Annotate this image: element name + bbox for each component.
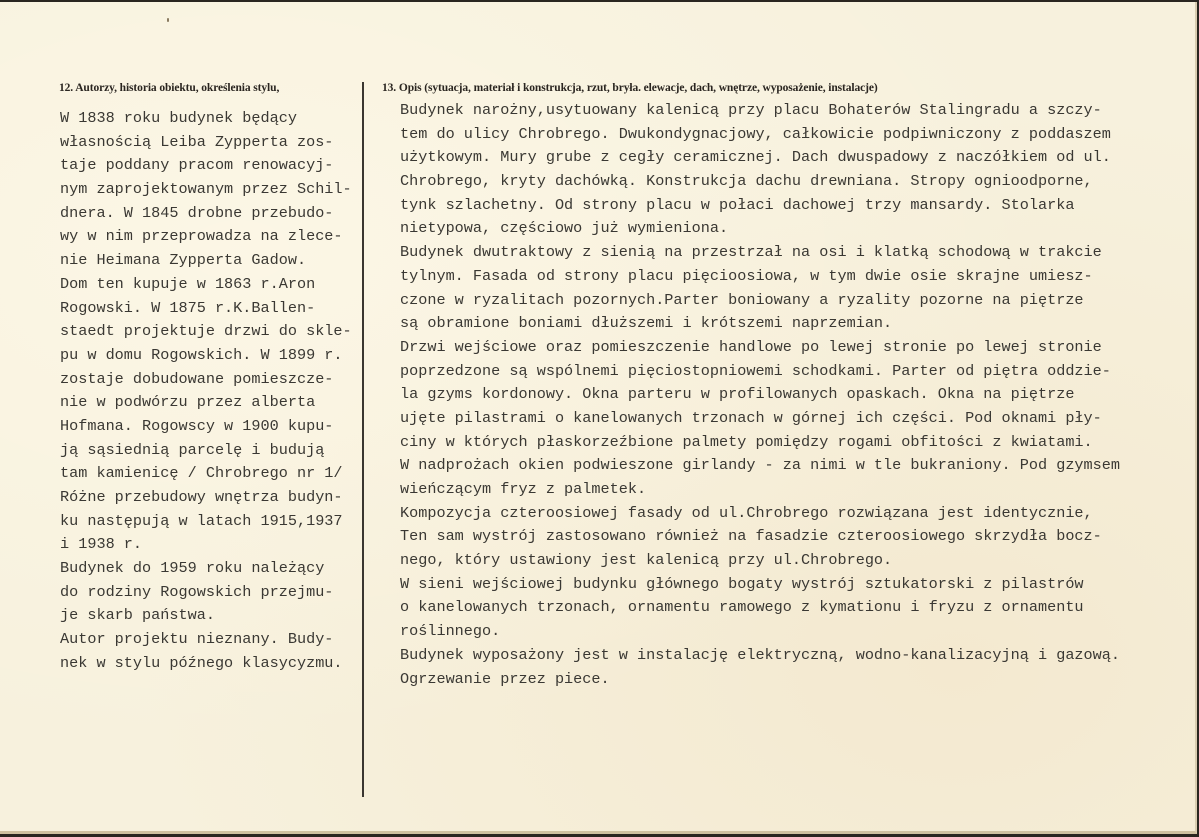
text-line: poprzedzone są wspólnemi pięciostopniowemi schodkami. Parter od piętra oddzie- [400,361,1111,380]
text-line: Hofmana. Rogowscy w 1900 kupu- [60,416,334,435]
text-line: ciny w których płaskorzeźbione palmety pomiędzy rogami obfitości z kwiatami. [400,432,1093,451]
section-13-body [400,99,1120,691]
text-line: Budynek do 1959 roku należący [60,559,325,578]
text-line: są obramione boniami dłuższemi i krótszemi naprzemian. [400,314,893,333]
text-line: ujęte pilastrami o kanelowanych trzonach w górnej ich części. Pod oknami pły- [400,408,1102,427]
text-line: Ogrzewanie przez piece. [400,669,610,688]
text-line: nek w stylu późnego klasycyzmu. [60,653,343,672]
text-line: Budynek dwutraktowy z sienią na przestrzał na osi i klatką schodową w trakcie [400,243,1102,262]
text-line: nie w podwórzu przez alberta [60,393,316,412]
text-line: pu w domu Rogowskich. W 1899 r. [60,345,343,364]
text-line: Autor projektu nieznany. Budy- [60,630,334,649]
text-line: staedt projektuje drzwi do skle- [60,322,352,341]
text-line: Ten sam wystrój zastosowano również na fasadzie czteroosiowego skrzydła bocz- [400,527,1102,546]
text-line: czone w ryzalitach pozornych.Parter boniowany a ryzality pozorne na piętrze [400,290,1084,309]
text-line: o kanelowanych trzonach, ornamentu ramowego z kymationu i fryzu z ornamentu [400,598,1084,617]
text-line: Budynek wyposażony jest w instalację elektryczną, wodno-kanalizacyjną i gazową. [400,645,1121,664]
text-line: je skarb państwa. [60,606,215,625]
text-line: tam kamienicę / Chrobrego nr 1/ [60,464,343,483]
text-line: Kompozycja czteroosiowej fasady od ul.Chrobrego rozwiązana jest identycznie, [400,503,1093,522]
text-line: tylnym. Fasada od strony placu pięcioosiowa, w tym dwie osie skrajne umiesz- [400,266,1093,285]
text-line: tem do ulicy Chrobrego. Dwukondygnacjowy, całkowicie podpiwniczony z poddaszem [400,124,1111,143]
text-line: la gzyms kordonowy. Okna parteru w profilowanych opaskach. Okna na piętrze [400,385,1075,404]
section-12-heading: 12. Autorzy, historia obiektu, określenia stylu, [59,82,280,94]
text-line: roślinnego. [400,622,501,641]
text-line: użytkowym. Mury grube z cegły ceramicznej. Dach dwuspadowy z naczółkiem od ul. [400,148,1111,167]
text-line: W nadprożach okien podwieszone girlandy - za nimi w tle bukraniony. Pod gzymsem [400,456,1121,475]
section-12-body [60,107,352,676]
text-line: własnością Leiba Zypperta zos- [60,132,334,151]
text-line: Drzwi wejściowe oraz pomieszczenie handlowe po lewej stronie po lewej stronie [400,337,1102,356]
document-page [0,2,1197,834]
text-line: ku następują w latach 1915,1937 [60,511,343,530]
column-divider [362,82,364,797]
text-line: do rodziny Rogowskich przejmu- [60,582,334,601]
section-13-heading: 13. Opis (sytuacja, materiał i konstrukcja, rzut, bryła. elewacje, dach, wnętrze, wyposażenie, instalacje) [382,82,878,94]
text-line: zostaje dobudowane pomieszcze- [60,369,334,388]
text-line: wieńczącym fryz z palmetek. [400,480,647,498]
text-line: wy w nim przeprowadza na zlece- [60,227,343,246]
text-line: ją sąsiednią parcelę i budują [60,440,325,459]
text-line: W 1838 roku budynek będący [60,109,297,127]
text-line: nym zaprojektowanym przez Schil- [60,180,352,199]
text-line: tynk szlachetny. Od strony placu w połaci dachowej trzy mansardy. Stolarka [400,195,1075,214]
text-line: W sieni wejściowej budynku głównego bogaty wystrój sztukatorski z pilastrów [400,574,1084,593]
text-line: Różne przebudowy wnętrza budyn- [60,488,343,506]
text-line: nietypowa, częściowo już wymieniona. [400,219,729,238]
text-line: Chrobrego, kryty dachówką. Konstrukcja dachu drewniana. Stropy ognioodporne, [400,172,1093,191]
text-line: dnera. W 1845 drobne przebudo- [60,203,334,222]
text-line: nego, który ustawiony jest kalenicą przy ul.Chrobrego. [400,551,893,570]
text-line: nie Heimana Zypperta Gadow. [60,251,307,270]
text-line: taje poddany pracom renowacyj- [60,156,334,175]
paper-speck [167,18,169,22]
text-line: Dom ten kupuje w 1863 r.Aron [60,274,316,293]
text-line: Rogowski. W 1875 r.K.Ballen- [60,298,316,317]
text-line: i 1938 r. [60,535,143,554]
text-line: Budynek narożny,usytuowany kalenicą przy placu Bohaterów Stalingradu a szczy- [400,101,1102,119]
